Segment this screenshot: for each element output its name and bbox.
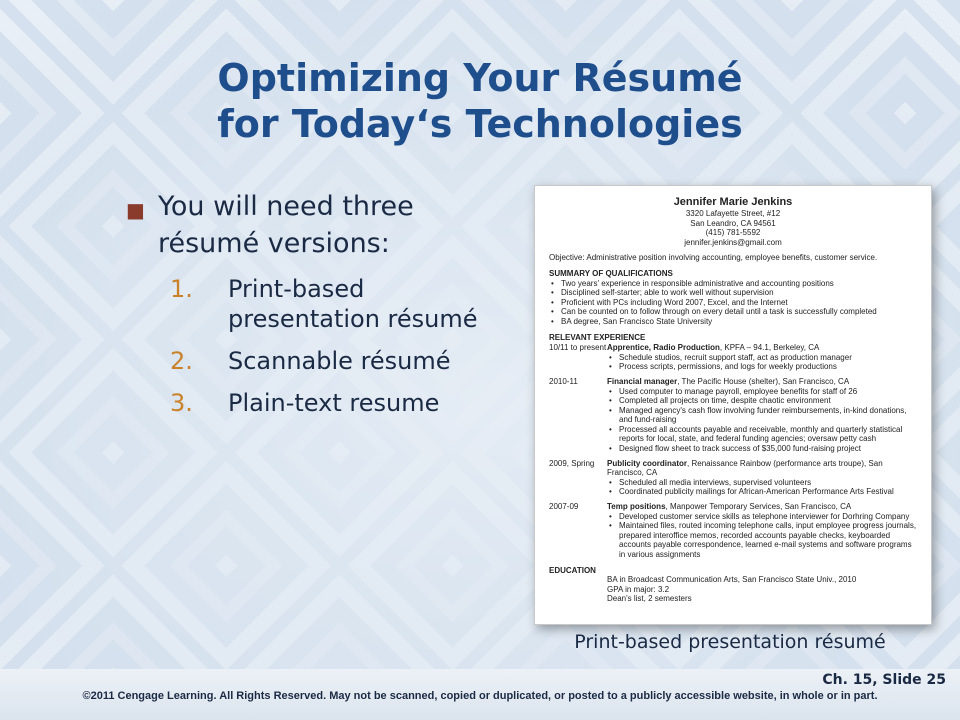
- title-line-1: Optimizing Your Résumé: [217, 56, 743, 100]
- resume-job: [549, 502, 917, 560]
- resume-objective: Objective: Administrative position involving accounting, employee benefits, customer service.: [549, 253, 878, 263]
- resume-job-bullet: • Managed agency's cash flow involving funder reimbursements, in-kind donations, and fund-raising: [607, 406, 917, 425]
- resume-job-body: [607, 459, 917, 497]
- main-bullet: [118, 188, 498, 262]
- copyright-notice: ©2011 Cengage Learning. All Rights Reserved. May not be scanned, copied or duplicated, or posted to a publicly accessible website, in whole or in part.: [82, 690, 878, 702]
- resume-phone: (415) 781-5592: [705, 228, 761, 238]
- resume-address-2: San Leandro, CA 94561: [690, 218, 776, 228]
- resume-job-bullet: • Coordinated publicity mailings for African-American Performance Arts Festival: [607, 487, 917, 497]
- resume-experience-heading: RELEVANT EXPERIENCE: [549, 332, 646, 342]
- square-bullet-icon: ■: [126, 198, 145, 222]
- resume-job-bullet: • Maintained files, routed incoming telephone calls, input employee progress journals, prepared interoffice memos, recorded accounts payable checks, keyboarded accounts payable correspondence, learned e-mail systems and software programs in various assignments: [607, 521, 917, 559]
- bullet-list: [118, 188, 498, 430]
- resume-job: [549, 377, 917, 454]
- slide-number: Ch. 15, Slide 25: [822, 672, 946, 688]
- resume-job-title: Apprentice, Radio Production: [607, 343, 720, 353]
- resume-job-date: 2009, Spring: [549, 458, 595, 468]
- sub-list: [118, 274, 498, 418]
- image-caption: Print-based presentation résumé: [574, 631, 886, 653]
- resume-job-date: 10/11 to present: [549, 343, 607, 353]
- sub-item-number: 2.: [170, 347, 193, 375]
- resume-education-heading: EDUCATION: [549, 565, 596, 575]
- resume-job-body: [607, 343, 917, 372]
- sub-item-label: Scannable résumé: [228, 347, 451, 375]
- resume-job-body: [607, 502, 917, 560]
- resume-name: Jennifer Marie Jenkins: [673, 196, 793, 208]
- resume-qualification: • Proficient with PCs including Word 2007, Excel, and the Internet: [549, 298, 917, 308]
- resume-qualification: • Two years' experience in responsible administrative and accounting positions: [549, 279, 917, 289]
- slide-title: [120, 55, 840, 147]
- resume-education-line: Dean's list, 2 semesters: [607, 594, 692, 604]
- resume-job-bullet: • Used computer to manage payroll, employee benefits for staff of 26: [607, 387, 917, 397]
- resume-email: jennifer.jenkins@gmail.com: [684, 237, 782, 247]
- resume-job-title: Temp positions: [607, 502, 666, 512]
- sub-item-label: Plain-text resume: [228, 389, 440, 417]
- resume-job-org: , Renaissance Rainbow (performance arts troupe), San Francisco, CA: [607, 458, 883, 478]
- resume-job-bullet: • Designed flow sheet to track success of $35,000 fund-raising project: [607, 444, 917, 454]
- resume-job-bullet: • Completed all projects on time, despite chaotic environment: [607, 396, 917, 406]
- resume-qualification: • Disciplined self-starter; able to work well without supervision: [549, 288, 917, 298]
- resume-job-bullet: • Scheduled all media interviews, supervised volunteers: [607, 478, 917, 488]
- resume-header: [549, 196, 917, 247]
- resume-document: [549, 196, 917, 604]
- resume-qualifications-heading: SUMMARY OF QUALIFICATIONS: [549, 268, 673, 278]
- resume-job-body: [607, 377, 917, 454]
- resume-qualifications-list: [549, 279, 917, 327]
- resume-job-date: 2010-11: [549, 376, 578, 386]
- resume-job-bullet: • Developed customer service skills as telephone interviewer for Dorhring Company: [607, 512, 917, 522]
- resume-job-org: , Manpower Temporary Services, San Francisco, CA: [665, 502, 852, 512]
- main-bullet-text: You will need three résumé versions:: [158, 191, 414, 259]
- resume-job-org: , KPFA – 94.1, Berkeley, CA: [719, 343, 820, 353]
- sub-item-number: 3.: [170, 389, 193, 417]
- resume-job-date: 2007-09: [549, 502, 579, 512]
- resume-job-bullet: • Processed all accounts payable and receivable, monthly and quarterly statistical reports for local, state, and federal funding agencies; oversaw petty cash: [607, 425, 917, 444]
- resume-job: [549, 343, 917, 372]
- sub-item-number: 1.: [170, 275, 193, 303]
- resume-job-title: Publicity coordinator: [607, 458, 688, 468]
- resume-education-list: [549, 575, 917, 604]
- sub-item: [170, 274, 498, 334]
- resume-job: [549, 459, 917, 497]
- resume-image: [534, 185, 932, 625]
- sub-item: [170, 346, 498, 376]
- resume-job-bullet: • Process scripts, permissions, and logs for weekly productions: [607, 362, 917, 372]
- title-line-2: for Today‘s Technologies: [217, 102, 743, 146]
- resume-education-line: BA in Broadcast Communication Arts, San Francisco State Univ., 2010: [607, 575, 857, 585]
- resume-qualification: • Can be counted on to follow through on every detail until a task is successfully completed: [549, 307, 917, 317]
- resume-address-1: 3320 Lafayette Street, #12: [685, 209, 781, 218]
- resume-education-line: GPA in major: 3.2: [607, 584, 670, 594]
- sub-item: [170, 388, 498, 418]
- resume-qualification: • BA degree, San Francisco State University: [549, 317, 917, 327]
- resume-job-title: Financial manager: [607, 376, 678, 386]
- sub-item-label: Print-based presentation résumé: [228, 275, 478, 333]
- resume-job-org: , The Pacific House (shelter), San Francisco, CA: [677, 376, 850, 386]
- resume-job-bullet: • Schedule studios, recruit support staff, act as production manager: [607, 353, 917, 363]
